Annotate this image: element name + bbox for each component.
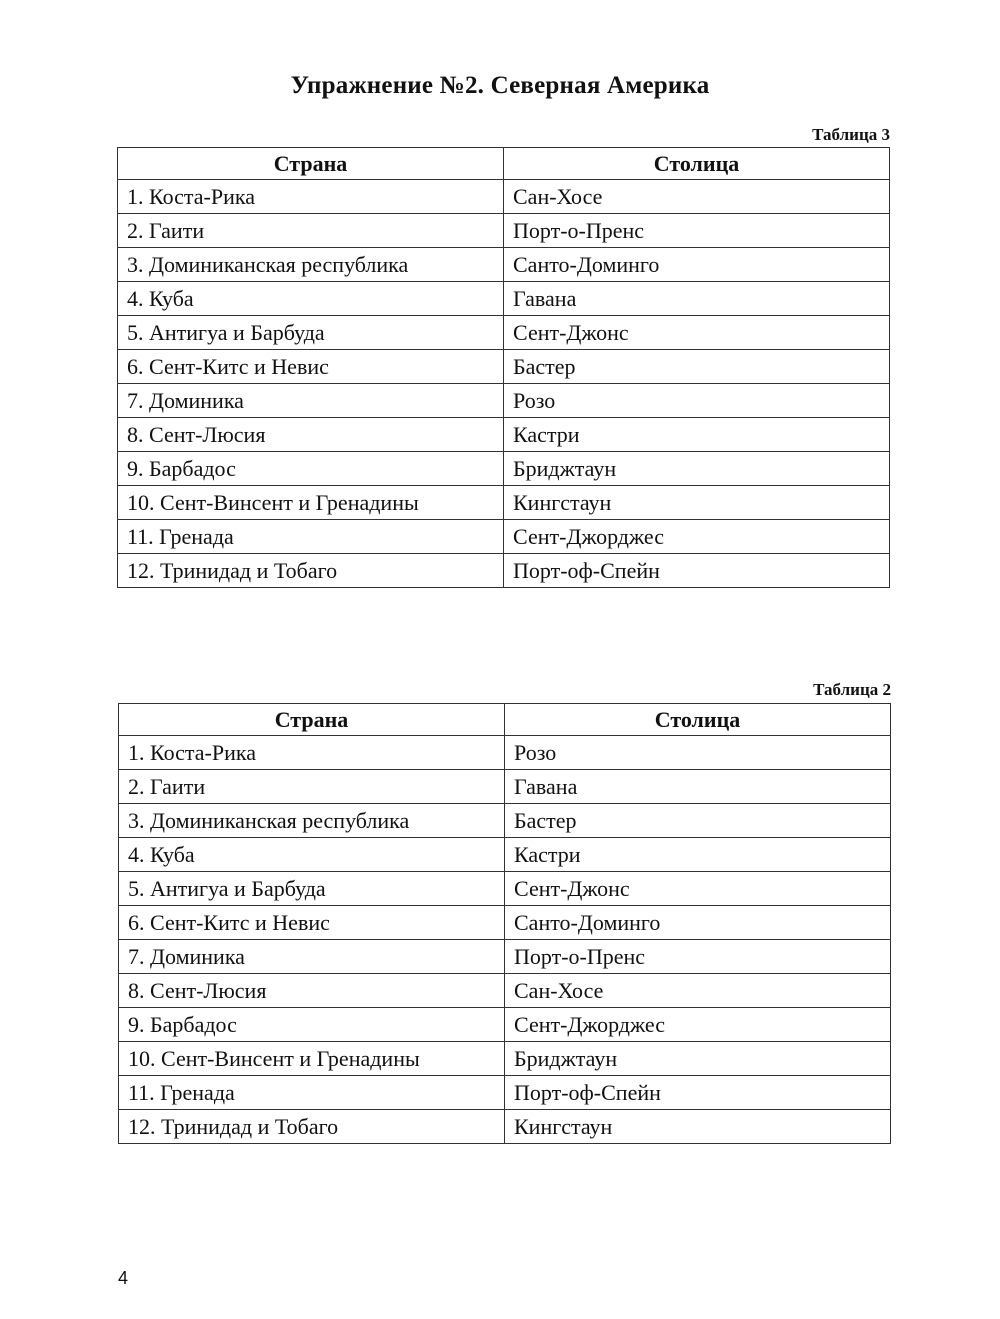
country-cell: 3. Доминиканская республика <box>118 248 504 282</box>
capital-cell: Порт-о-Пренс <box>505 940 891 974</box>
capital-cell: Сан-Хосе <box>505 974 891 1008</box>
table-row <box>118 418 890 452</box>
country-cell: 8. Сент-Люсия <box>119 974 505 1008</box>
country-cell: 12. Тринидад и Тобаго <box>119 1110 505 1144</box>
header-country: Страна <box>119 704 505 736</box>
table-row <box>118 520 890 554</box>
table-header-row <box>118 148 890 180</box>
table-row <box>118 452 890 486</box>
country-cell: 7. Доминика <box>119 940 505 974</box>
table-row <box>118 180 890 214</box>
country-cell: 5. Антигуа и Барбуда <box>118 316 504 350</box>
capital-cell: Гавана <box>505 770 891 804</box>
header-capital: Столица <box>505 704 891 736</box>
table-row <box>118 486 890 520</box>
country-cell: 11. Гренада <box>119 1076 505 1110</box>
page-title: Упражнение №2. Северная Америка <box>290 72 710 99</box>
table-row <box>119 940 891 974</box>
country-cell: 6. Сент-Китс и Невис <box>118 350 504 384</box>
country-cell: 2. Гаити <box>119 770 505 804</box>
header-capital: Столица <box>504 148 890 180</box>
country-cell: 7. Доминика <box>118 384 504 418</box>
table-row <box>118 350 890 384</box>
table-row <box>119 1008 891 1042</box>
table-row <box>119 1042 891 1076</box>
table-body <box>119 736 891 1144</box>
table-header-row <box>119 704 891 736</box>
table-row <box>118 554 890 588</box>
capital-cell: Бриджтаун <box>505 1042 891 1076</box>
country-cell: 3. Доминиканская республика <box>119 804 505 838</box>
capital-cell: Санто-Доминго <box>504 248 890 282</box>
capital-cell: Бастер <box>505 804 891 838</box>
table-row <box>119 736 891 770</box>
country-cell: 1. Коста-Рика <box>118 180 504 214</box>
country-cell: 11. Гренада <box>118 520 504 554</box>
capital-cell: Сент-Джонс <box>504 316 890 350</box>
capital-cell: Порт-оф-Спейн <box>505 1076 891 1110</box>
country-cell: 2. Гаити <box>118 214 504 248</box>
capital-cell: Сент-Джонс <box>505 872 891 906</box>
capitals-table-3 <box>117 147 890 588</box>
table-row <box>119 838 891 872</box>
capital-cell: Кингстаун <box>504 486 890 520</box>
country-cell: 5. Антигуа и Барбуда <box>119 872 505 906</box>
table-row <box>119 974 891 1008</box>
country-cell: 1. Коста-Рика <box>119 736 505 770</box>
table-row <box>119 804 891 838</box>
capital-cell: Розо <box>505 736 891 770</box>
table-row <box>119 1076 891 1110</box>
table-row <box>118 384 890 418</box>
capital-cell: Сан-Хосе <box>504 180 890 214</box>
capital-cell: Кингстаун <box>505 1110 891 1144</box>
country-cell: 12. Тринидад и Тобаго <box>118 554 504 588</box>
table-row <box>118 248 890 282</box>
table-row <box>118 316 890 350</box>
table-row <box>119 770 891 804</box>
capital-cell: Порт-о-Пренс <box>504 214 890 248</box>
country-cell: 4. Куба <box>118 282 504 316</box>
capital-cell: Розо <box>504 384 890 418</box>
capital-cell: Порт-оф-Спейн <box>504 554 890 588</box>
capital-cell: Гавана <box>504 282 890 316</box>
capital-cell: Санто-Доминго <box>505 906 891 940</box>
capital-cell: Кастри <box>505 838 891 872</box>
country-cell: 10. Сент-Винсент и Гренадины <box>118 486 504 520</box>
table-body <box>118 180 890 588</box>
table-caption-2: Таблица 2 <box>813 680 891 699</box>
table-row <box>119 906 891 940</box>
country-cell: 9. Барбадос <box>118 452 504 486</box>
table-row <box>119 1110 891 1144</box>
country-cell: 9. Барбадос <box>119 1008 505 1042</box>
page-number: 4 <box>118 1268 129 1288</box>
capital-cell: Сент-Джорджес <box>505 1008 891 1042</box>
table-row <box>118 214 890 248</box>
table-row <box>119 872 891 906</box>
capitals-table-2 <box>118 703 891 1144</box>
capital-cell: Кастри <box>504 418 890 452</box>
country-cell: 8. Сент-Люсия <box>118 418 504 452</box>
capital-cell: Бриджтаун <box>504 452 890 486</box>
capital-cell: Сент-Джорджес <box>504 520 890 554</box>
country-cell: 10. Сент-Винсент и Гренадины <box>119 1042 505 1076</box>
country-cell: 4. Куба <box>119 838 505 872</box>
capital-cell: Бастер <box>504 350 890 384</box>
header-country: Страна <box>118 148 504 180</box>
table-caption-3: Таблица 3 <box>812 125 890 144</box>
table-row <box>118 282 890 316</box>
country-cell: 6. Сент-Китс и Невис <box>119 906 505 940</box>
